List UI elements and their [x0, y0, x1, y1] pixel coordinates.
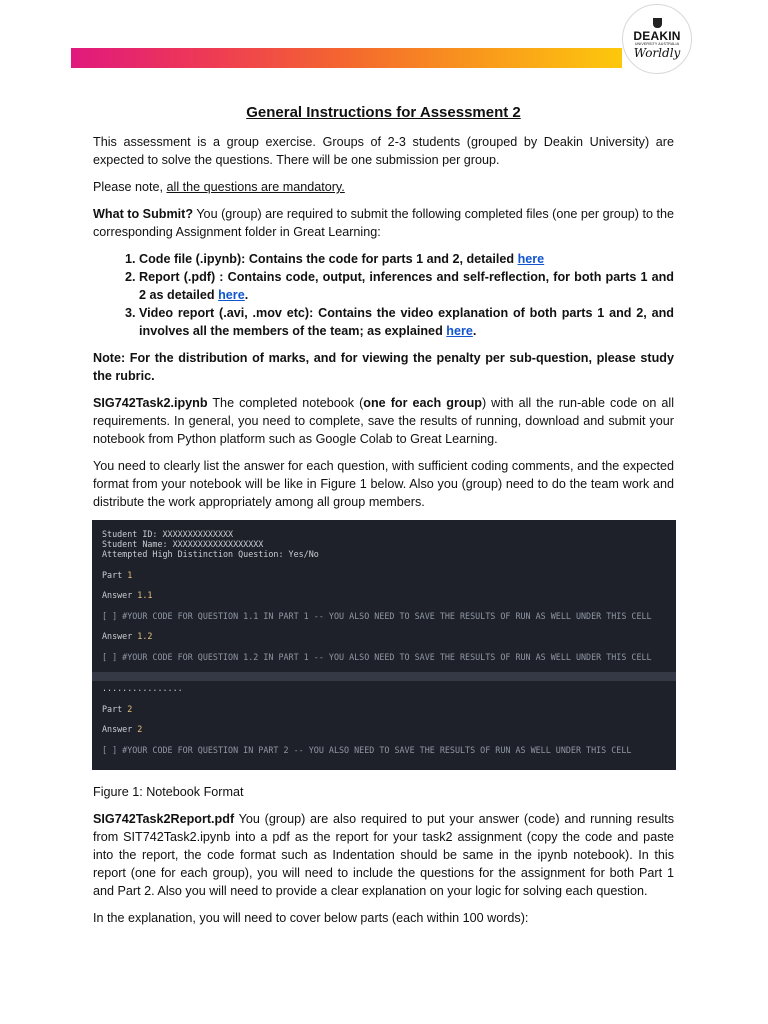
- answer-number: 2: [137, 724, 143, 735]
- answer-2-heading: [102, 724, 676, 734]
- page-title: General Instructions for Assessment 2: [246, 104, 521, 121]
- note-underlined: all the questions are mandatory.: [166, 180, 345, 194]
- report-file: SIG742Task2Report.pdf: [93, 812, 235, 826]
- part-number: 1: [127, 569, 133, 580]
- list-item: [139, 250, 674, 268]
- list-answer-paragraph: You need to clearly list the answer for each question, with sufficient coding comments, and the expected format from your notebook will be like in Figure 1 below. Also you (group) need to do the team work and distribute the work appropriately among all group members.: [93, 459, 674, 509]
- answer-number: 1.1: [137, 590, 153, 601]
- code-cell-2: [ ] #YOUR CODE FOR QUESTION IN PART 2 -- YOU ALSO NEED TO SAVE THE RESULTS OF RUN AS WELL UNDER THIS CELL: [102, 744, 632, 755]
- part-1-heading: [102, 570, 676, 580]
- list-item: [139, 304, 674, 340]
- highlighted-cell-bar: [92, 672, 676, 681]
- answer-1-2-heading: [102, 631, 676, 641]
- answer-label: Answer: [102, 724, 138, 735]
- list-item-text: Code file (.ipynb): Contains the code for parts 1 and 2, detailed: [139, 252, 518, 266]
- part-label: Part: [102, 569, 128, 580]
- document-body: [93, 102, 674, 936]
- logo-sub: UNIVERSITY AUSTRALIA: [634, 42, 680, 46]
- intro-paragraph: This assessment is a group exercise. Groups of 2-3 students (grouped by Deakin University) are expected to solve the questions. There will be one submission per group.: [93, 135, 674, 167]
- explanation-paragraph: In the explanation, you will need to cover below parts (each within 100 words):: [93, 911, 529, 925]
- notebook-text-a: The completed notebook (: [207, 396, 364, 410]
- answer-1-1-heading: [102, 590, 676, 600]
- hd-question-line: Attempted High Distinction Question: Yes/No: [102, 549, 319, 560]
- notebook-paragraph: [93, 394, 674, 448]
- deakin-logo: [622, 4, 692, 74]
- here-link[interactable]: here: [446, 324, 473, 338]
- ellipsis-line: ................: [102, 683, 183, 694]
- student-name-line: Student Name: XXXXXXXXXXXXXXXXXX: [102, 539, 264, 550]
- answer-label: Answer: [102, 590, 138, 601]
- shield-icon: [653, 18, 662, 28]
- header-banner: [71, 48, 622, 68]
- notebook-figure: [92, 520, 676, 770]
- logo-name: DEAKIN: [633, 29, 681, 43]
- logo-tagline: Worldly: [633, 46, 681, 60]
- notebook-bold: one for each group: [363, 396, 482, 410]
- notebook-text-b: ) with all the run-able code on all requirements. In general, you need to complete, save the results of running, download and submit your notebook from Python platform such as Google Colab to Great Learning.: [93, 396, 674, 446]
- submit-label: What to Submit?: [93, 207, 194, 221]
- part-number: 2: [127, 703, 133, 714]
- answer-number: 1.2: [137, 631, 153, 642]
- list-item-text: Video report (.avi, .mov etc): Contains the video explanation of both parts 1 and 2, and involves all the members of the team; as explained: [139, 306, 674, 338]
- here-link[interactable]: here: [218, 288, 245, 302]
- list-item: [139, 268, 674, 304]
- code-cell-1-2: [ ] #YOUR CODE FOR QUESTION 1.2 IN PART 1 -- YOU ALSO NEED TO SAVE THE RESULTS OF RUN AS WELL UNDER THIS CELL: [102, 651, 652, 662]
- notebook-file: SIG742Task2.ipynb: [93, 396, 208, 410]
- marks-note-text: Note: For the distribution of marks, and for viewing the penalty per sub-question, please study the rubric.: [93, 351, 674, 383]
- what-to-submit: [93, 205, 674, 241]
- submission-list: [93, 250, 674, 340]
- list-item-after: .: [244, 288, 249, 302]
- list-item-text: Report (.pdf) : Contains code, output, inferences and self-reflection, for both parts 1 and 2 as detailed: [139, 270, 674, 302]
- part-2-heading: [102, 704, 676, 714]
- answer-label: Answer: [102, 631, 138, 642]
- submit-text: You (group) are required to submit the following completed files (one per group) to the corresponding Assignment folder in Great Learning:: [93, 207, 675, 239]
- marks-note: [93, 349, 674, 385]
- student-id-line: Student ID: XXXXXXXXXXXXXX: [102, 529, 234, 539]
- part-label: Part: [102, 703, 128, 714]
- report-paragraph: [93, 810, 674, 900]
- here-link[interactable]: here: [517, 252, 545, 266]
- list-item-after: .: [472, 324, 477, 338]
- mandatory-note: [93, 178, 674, 196]
- report-text: You (group) are also required to put your answer (code) and running results from SIT742Task2.ipynb into a pdf as the report for your task2 assignment (copy the code and paste into the report, the code format such as Indentation should be same in the ipynb notebook). In this report (one for each group), you will need to include the questions for the assignment for both Part 1 and Part 2. Also you will need to provide a clear explanation on your logic for solving each question.: [93, 812, 674, 898]
- figure-caption: Figure 1: Notebook Format: [93, 785, 244, 799]
- code-cell-1-1: [ ] #YOUR CODE FOR QUESTION 1.1 IN PART 1 -- YOU ALSO NEED TO SAVE THE RESULTS OF RUN AS WELL UNDER THIS CELL: [102, 610, 652, 621]
- note-prefix: Please note,: [93, 180, 167, 194]
